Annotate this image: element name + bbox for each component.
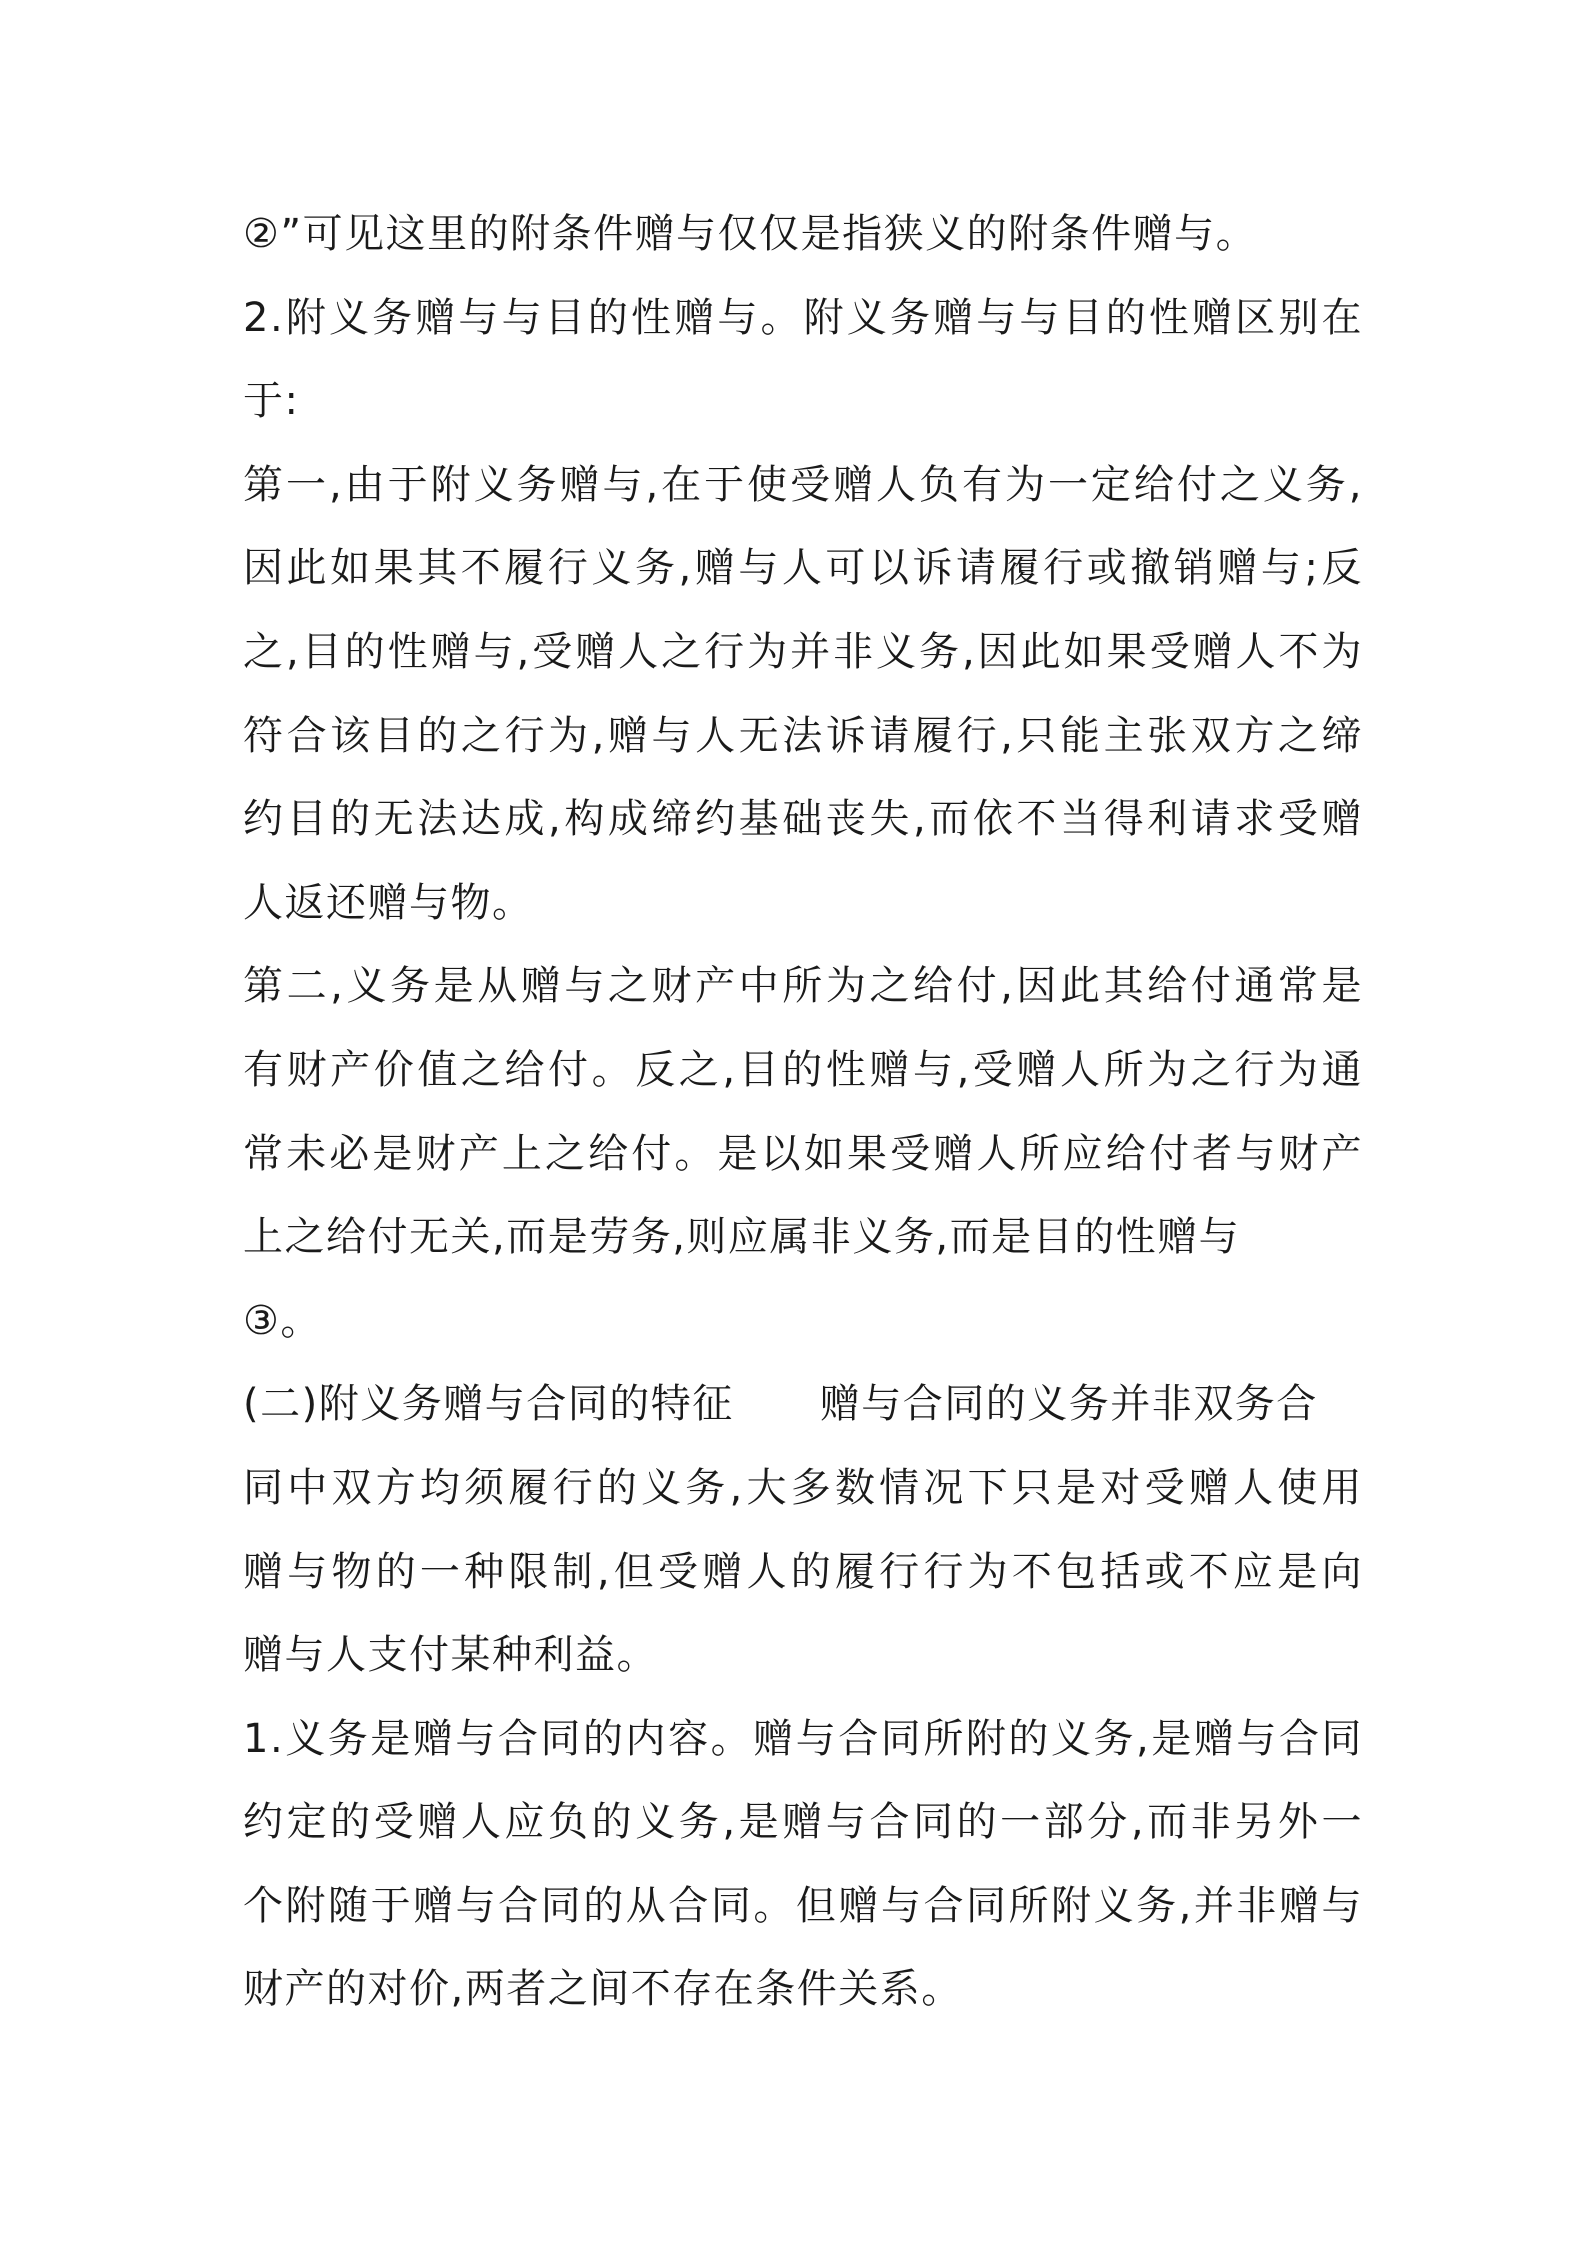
text-line-18: 赠与人支付某种利益。 <box>243 1632 658 1679</box>
text-line-8: 约目的无法达成,构成缔约基础丧失,而依不当得利请求受赠 <box>243 796 1363 843</box>
text-line-15 <box>243 1363 1363 1447</box>
text-line-7: 符合该目的之行为,赠与人无法诉请履行,只能主张双方之缔 <box>243 712 1363 759</box>
text-line-5: 因此如果其不履行义务,赠与人可以诉请履行或撤销赠与;反 <box>243 545 1363 592</box>
text-line-1: ②”可见这里的附条件赠与仅仅是指狭义的附条件赠与。 <box>243 211 1258 257</box>
text-line-4: 第一,由于附义务赠与,在于使受赠人负有为一定给付之义务, <box>243 461 1363 508</box>
text-line-3: 于: <box>243 378 300 425</box>
section-heading: (二)附义务赠与合同的特征 <box>243 1381 734 1428</box>
text-line-19: 1.义务是赠与合同的内容。赠与合同所附的义务,是赠与合同 <box>243 1715 1363 1762</box>
document-body <box>243 193 1363 2032</box>
text-line-9: 人返还赠与物。 <box>243 879 534 926</box>
text-line-21: 个附随于赠与合同的从合同。但赠与合同所附义务,并非赠与 <box>243 1882 1363 1929</box>
text-line-11: 有财产价值之给付。反之,目的性赠与,受赠人所为之行为通 <box>243 1046 1363 1093</box>
section-intro: 赠与合同的义务并非双务合 <box>819 1381 1318 1428</box>
text-line-10: 第二,义务是从赠与之财产中所为之给付,因此其给付通常是 <box>243 963 1363 1010</box>
text-line-17: 赠与物的一种限制,但受赠人的履行行为不包括或不应是向 <box>243 1548 1363 1595</box>
text-line-16: 同中双方均须履行的义务,大多数情况下只是对受赠人使用 <box>243 1464 1363 1511</box>
text-line-2: 2.附义务赠与与目的性赠与。附义务赠与与目的性赠区别在 <box>243 294 1363 341</box>
text-line-12: 常未必是财产上之给付。是以如果受赠人所应给付者与财产 <box>243 1130 1363 1177</box>
text-line-20: 约定的受赠人应负的义务,是赠与合同的一部分,而非另外一 <box>243 1799 1363 1846</box>
text-line-22: 财产的对价,两者之间不存在条件关系。 <box>243 1966 963 2013</box>
text-line-6: 之,目的性赠与,受赠人之行为并非义务,因此如果受赠人不为 <box>243 628 1363 675</box>
text-line-13: 上之给付无关,而是劳务,则应属非义务,而是目的性赠与 <box>243 1214 1241 1261</box>
text-line-14: ③。 <box>243 1297 322 1344</box>
